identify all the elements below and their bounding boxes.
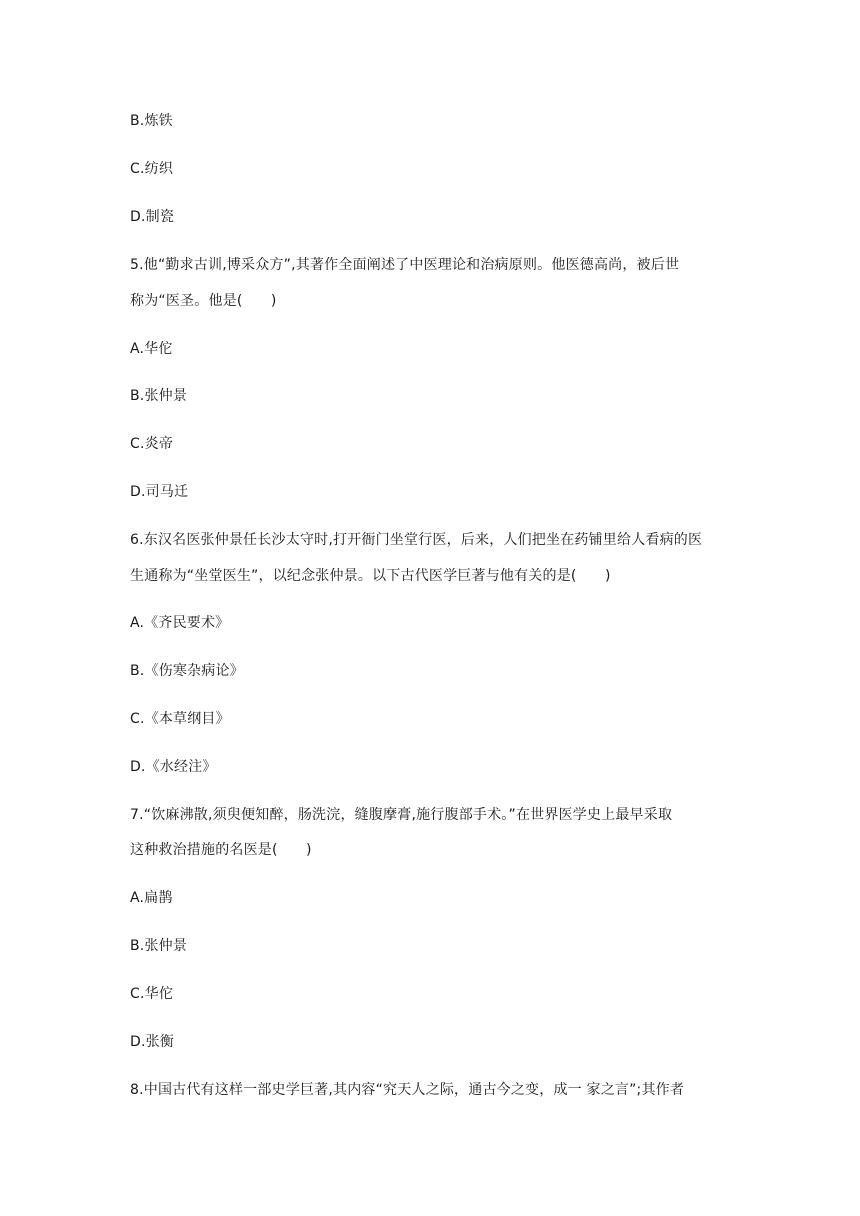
option-b-q5: B.张仲景 [130,388,188,404]
option-b-q7: B.张仲景 [130,938,188,954]
option-d-q7: D.张衡 [130,1034,175,1050]
option-b-q4: B.炼铁 [130,113,173,129]
option-c-q5: C.炎帝 [130,436,174,452]
option-a-q7: A.扁鹊 [130,890,173,906]
question-6-line-2: 生通称为“坐堂医生”，以纪念张仲景。以下古代医学巨著与他有关的是( ) [130,568,611,584]
option-c-q4: C.纺织 [130,161,174,177]
question-7-line-2: 这种救治措施的名医是( ) [130,842,312,858]
question-5-line-2: 称为“医圣。他是( ) [130,293,277,309]
question-6-line-1: 6.东汉名医张仲景任长沙太守时,打开衙门坐堂行医，后来，人们把坐在药铺里给人看病的医 [130,532,703,548]
option-b-q6: B.《伤寒杂病论》 [130,663,244,679]
option-a-q6: A.《齐民要术》 [130,615,230,631]
option-d-q4: D.制瓷 [130,209,175,225]
option-c-q7: C.华佗 [130,986,174,1002]
option-c-q6: C.《本草纲目》 [130,711,230,727]
option-d-q5: D.司马迁 [130,484,189,500]
question-7-line-1: 7.“饮麻沸散,须臾便知醉，肠洗浣，缝腹摩膏,施行腹部手术。”在世界医学史上最早采取 [130,807,673,823]
option-a-q5: A.华佗 [130,341,173,357]
question-5-line-1: 5.他“勤求古训,博采众方”,其著作全面阐述了中医理论和治病原则。他医德高尚，被后世 [130,257,680,273]
question-8-line-1: 8.中国古代有这样一部史学巨著,其内容“究天人之际，通古今之变，成一 家之言”;其作者 [130,1082,685,1098]
option-d-q6: D.《水经注》 [130,759,217,775]
